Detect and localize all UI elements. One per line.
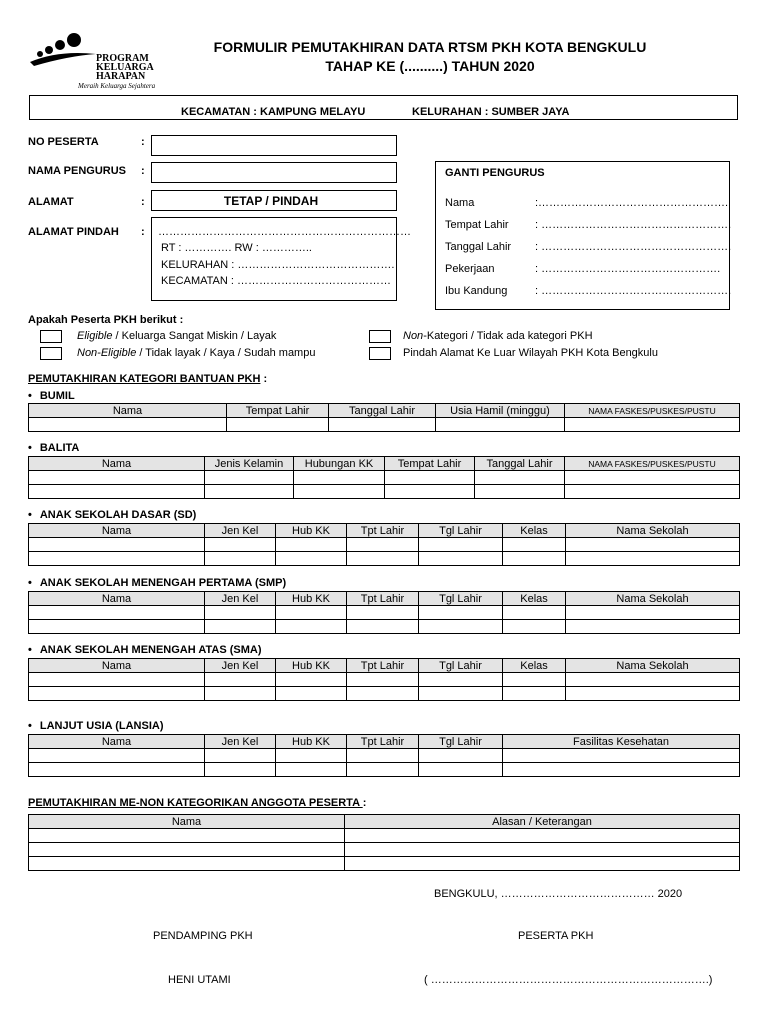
table-cell[interactable] — [503, 687, 566, 701]
column-header: Jen Kel — [205, 659, 276, 673]
ganti-field-label: Tempat Lahir — [445, 219, 509, 231]
table-cell[interactable] — [566, 620, 740, 634]
table-cell[interactable] — [29, 606, 205, 620]
column-header: NAMA FASKES/PUSKES/PUSTU — [565, 457, 740, 471]
logo-line3: HARAPAN — [96, 71, 146, 82]
alamat-label: ALAMAT — [28, 196, 74, 208]
column-header: Tanggal Lahir — [475, 457, 565, 471]
table-cell[interactable] — [205, 606, 276, 620]
alamat-value: TETAP / PINDAH — [223, 194, 319, 208]
ganti-field-label: Ibu Kandung — [445, 285, 508, 297]
lansia-table — [28, 734, 740, 777]
location-box — [29, 95, 738, 120]
ganti-pengurus-title: GANTI PENGURUS — [445, 167, 545, 179]
column-header: Hub KK — [276, 735, 347, 749]
table-cell[interactable] — [29, 485, 205, 499]
table-cell[interactable] — [205, 673, 276, 687]
table-cell[interactable] — [29, 763, 205, 777]
column-header: Jen Kel — [205, 524, 276, 538]
table-cell[interactable] — [29, 829, 345, 843]
no-peserta-label: NO PESERTA — [28, 136, 99, 148]
table-cell[interactable] — [29, 418, 227, 432]
table-cell[interactable] — [276, 538, 347, 552]
table-cell[interactable] — [503, 606, 566, 620]
table-cell[interactable] — [276, 763, 347, 777]
form-title-line1: FORMULIR PEMUTAKHIRAN DATA RTSM PKH KOTA BENGKULU — [213, 39, 647, 55]
table-cell[interactable] — [566, 673, 740, 687]
logo-tagline: Meraih Keluarga Sejahtera — [78, 82, 156, 90]
table-cell[interactable] — [345, 857, 740, 871]
column-header: Hub KK — [276, 592, 347, 606]
logo-line1: PROGRAM — [96, 53, 149, 64]
table-cell[interactable] — [294, 485, 385, 499]
table-cell[interactable] — [566, 552, 740, 566]
table-cell[interactable] — [503, 673, 566, 687]
table-cell[interactable] — [347, 620, 419, 634]
column-header: Tgl Lahir — [419, 659, 503, 673]
table-cell[interactable] — [347, 552, 419, 566]
column-header: Tempat Lahir — [227, 404, 329, 418]
table-cell[interactable] — [276, 673, 347, 687]
table-cell[interactable] — [419, 552, 503, 566]
table-cell[interactable] — [29, 687, 205, 701]
table-row — [29, 857, 740, 871]
column-header: Tgl Lahir — [419, 592, 503, 606]
table-cell[interactable] — [276, 749, 347, 763]
table-cell[interactable] — [347, 749, 419, 763]
column-header: Tanggal Lahir — [329, 404, 436, 418]
table-cell[interactable] — [419, 687, 503, 701]
table-cell[interactable] — [565, 418, 740, 432]
table-cell[interactable] — [419, 749, 503, 763]
table-cell[interactable] — [29, 552, 205, 566]
table-cell[interactable] — [29, 538, 205, 552]
table-row — [29, 843, 740, 857]
table-cell[interactable] — [205, 749, 276, 763]
sma-table — [28, 658, 740, 701]
ganti-field-label: Pekerjaan — [445, 263, 495, 275]
table-cell[interactable] — [276, 606, 347, 620]
column-header: Hub KK — [276, 524, 347, 538]
colon: : — [141, 165, 145, 177]
column-header: Kelas — [503, 659, 566, 673]
column-header: Nama — [29, 457, 205, 471]
table-cell[interactable] — [419, 538, 503, 552]
table-row — [29, 620, 740, 634]
table-cell[interactable] — [347, 538, 419, 552]
ganti-field-value[interactable]: : ……………………………………………. — [535, 241, 732, 253]
table-cell[interactable] — [503, 538, 566, 552]
pindah-alamat-option: Pindah Alamat Ke Luar Wilayah PKH Kota Bengkulu — [403, 347, 658, 359]
table-cell[interactable] — [475, 485, 565, 499]
column-header: Hub KK — [276, 659, 347, 673]
column-header: Fasilitas Kesehatan — [503, 735, 740, 749]
table-cell[interactable] — [205, 485, 294, 499]
kategori-section-title: PEMUTAKHIRAN KATEGORI BANTUAN PKH : — [28, 373, 268, 385]
column-header: NAMA FASKES/PUSKES/PUSTU — [565, 404, 740, 418]
logo-mark-icon — [28, 32, 98, 72]
peserta-role: PESERTA PKH — [518, 930, 594, 942]
table-row — [29, 673, 740, 687]
form-title-line2: TAHAP KE (..........) TAHUN 2020 — [325, 58, 535, 74]
table-cell[interactable] — [205, 471, 294, 485]
peserta-name-line: ( ………………………………………………………………….) — [424, 974, 713, 986]
ganti-field-value[interactable]: : ……………………………………………. — [535, 219, 732, 231]
table-cell[interactable] — [29, 749, 205, 763]
bumil-title: • BUMIL — [44, 390, 75, 402]
column-header: Nama — [29, 659, 205, 673]
pindah-rt-rw: RT : …………. RW : ………….. — [161, 242, 312, 254]
smp-table — [28, 591, 740, 634]
lansia-title: • LANJUT USIA (LANSIA) — [44, 720, 164, 732]
column-header: Kelas — [503, 524, 566, 538]
column-header: Tgl Lahir — [419, 524, 503, 538]
ganti-field-value[interactable]: : ……………………………………………. — [535, 285, 732, 297]
column-header: Usia Hamil (minggu) — [436, 404, 565, 418]
column-header: Tpt Lahir — [347, 659, 419, 673]
table-cell[interactable] — [347, 687, 419, 701]
table-cell[interactable] — [566, 687, 740, 701]
table-row — [29, 749, 740, 763]
table-row — [29, 471, 740, 485]
eligible-checkbox[interactable] — [40, 330, 62, 343]
table-cell[interactable] — [276, 687, 347, 701]
pindah-kelurahan: KELURAHAN : ……………………………………. — [161, 259, 395, 271]
kelurahan-label: KELURAHAN : SUMBER JAYA — [412, 106, 570, 118]
column-header: Alasan / Keterangan — [345, 815, 740, 829]
column-header: Nama — [29, 592, 205, 606]
table-cell[interactable] — [565, 485, 740, 499]
table-row — [29, 485, 740, 499]
sd-table — [28, 523, 740, 566]
ganti-field-value[interactable]: : …………………………………………. — [535, 263, 721, 275]
table-row — [29, 538, 740, 552]
alamat-pindah-label: ALAMAT PINDAH — [28, 226, 119, 238]
pendamping-role: PENDAMPING PKH — [153, 930, 253, 942]
table-cell[interactable] — [503, 620, 566, 634]
pendamping-name: HENI UTAMI — [168, 974, 231, 986]
table-cell[interactable] — [566, 606, 740, 620]
table-cell[interactable] — [503, 552, 566, 566]
colon: : — [141, 196, 145, 208]
sma-title: • ANAK SEKOLAH MENENGAH ATAS (SMA) — [44, 644, 261, 656]
balita-table — [28, 456, 740, 499]
table-cell[interactable] — [385, 485, 475, 499]
logo-line2: KELUARGA — [96, 62, 154, 73]
non-eligible-option: Non-Eligible / Tidak layak / Kaya / Sudah mampu — [77, 347, 316, 359]
pindah-kecamatan: KECAMATAN : …………………………………… — [161, 275, 391, 287]
table-cell[interactable] — [419, 673, 503, 687]
table-row — [29, 552, 740, 566]
table-cell[interactable] — [347, 606, 419, 620]
column-header: Nama — [29, 735, 205, 749]
column-header: Jen Kel — [205, 735, 276, 749]
pindah-alamat-checkbox[interactable] — [369, 347, 391, 360]
table-row — [29, 763, 740, 777]
pindah-line: …………………………………………………………… — [158, 226, 411, 238]
table-cell[interactable] — [205, 538, 276, 552]
ganti-field-label: Nama — [445, 197, 475, 209]
table-cell[interactable] — [566, 538, 740, 552]
column-header: Tpt Lahir — [347, 524, 419, 538]
column-header: Jen Kel — [205, 592, 276, 606]
table-cell[interactable] — [205, 763, 276, 777]
table-cell[interactable] — [503, 749, 740, 763]
table-cell[interactable] — [347, 673, 419, 687]
non-kategori-checkbox[interactable] — [369, 330, 391, 343]
no-peserta-input[interactable] — [151, 135, 397, 156]
ganti-field-label: Tanggal Lahir — [445, 241, 512, 253]
table-cell[interactable] — [276, 620, 347, 634]
table-cell[interactable] — [565, 471, 740, 485]
column-header: Nama Sekolah — [566, 524, 740, 538]
bumil-table — [28, 403, 740, 432]
column-header: Kelas — [503, 592, 566, 606]
table-cell[interactable] — [29, 673, 205, 687]
non-eligible-checkbox[interactable] — [40, 347, 62, 360]
column-header: Nama Sekolah — [566, 659, 740, 673]
table-cell[interactable] — [227, 418, 329, 432]
kecamatan-label: KECAMATAN : KAMPUNG MELAYU — [181, 106, 366, 118]
column-header: Tpt Lahir — [347, 735, 419, 749]
table-cell[interactable] — [475, 471, 565, 485]
table-cell[interactable] — [29, 471, 205, 485]
table-cell[interactable] — [385, 471, 475, 485]
table-cell[interactable] — [419, 763, 503, 777]
table-cell[interactable] — [345, 843, 740, 857]
column-header: Nama Sekolah — [566, 592, 740, 606]
place-date: BENGKULU, …………………………………… 2020 — [434, 888, 683, 900]
balita-title: • BALITA — [44, 442, 79, 454]
table-cell[interactable] — [419, 606, 503, 620]
column-header: Hubungan KK — [294, 457, 385, 471]
smp-title: • ANAK SEKOLAH MENENGAH PERTAMA (SMP) — [44, 577, 286, 589]
table-cell[interactable] — [205, 552, 276, 566]
non-kategori-option: Non-Kategori / Tidak ada kategori PKH — [403, 330, 593, 342]
table-cell[interactable] — [419, 620, 503, 634]
column-header: Nama — [29, 815, 345, 829]
column-header: Tgl Lahir — [419, 735, 503, 749]
table-row — [29, 687, 740, 701]
table-cell[interactable] — [329, 418, 436, 432]
table-cell[interactable] — [29, 620, 205, 634]
table-cell[interactable] — [205, 620, 276, 634]
column-header: Jenis Kelamin — [205, 457, 294, 471]
colon: : — [141, 136, 145, 148]
sd-title: • ANAK SEKOLAH DASAR (SD) — [44, 509, 196, 521]
ganti-field-value[interactable]: :……………………………………………. — [535, 197, 729, 209]
nama-pengurus-input[interactable] — [151, 162, 397, 183]
table-cell[interactable] — [29, 843, 345, 857]
table-cell[interactable] — [345, 829, 740, 843]
pkh-logo — [28, 32, 168, 94]
status-question: Apakah Peserta PKH berikut : — [28, 314, 184, 326]
table-row — [29, 606, 740, 620]
non-kategori-table — [28, 814, 740, 871]
nama-pengurus-label: NAMA PENGURUS — [28, 165, 126, 177]
column-header: Nama — [29, 404, 227, 418]
table-row — [29, 418, 740, 432]
eligible-option: Eligible / Keluarga Sangat Miskin / Layak — [77, 330, 277, 342]
table-row — [29, 829, 740, 843]
table-cell[interactable] — [276, 552, 347, 566]
table-cell[interactable] — [347, 763, 419, 777]
column-header: Tpt Lahir — [347, 592, 419, 606]
column-header: Tempat Lahir — [385, 457, 475, 471]
column-header: Nama — [29, 524, 205, 538]
table-cell[interactable] — [294, 471, 385, 485]
colon: : — [141, 226, 145, 238]
table-cell[interactable] — [29, 857, 345, 871]
table-cell[interactable] — [436, 418, 565, 432]
non-kategori-section-title: PEMUTAKHIRAN ME-NON KATEGORIKAN ANGGOTA PESERTA : — [28, 797, 367, 809]
table-cell[interactable] — [503, 763, 740, 777]
table-cell[interactable] — [205, 687, 276, 701]
